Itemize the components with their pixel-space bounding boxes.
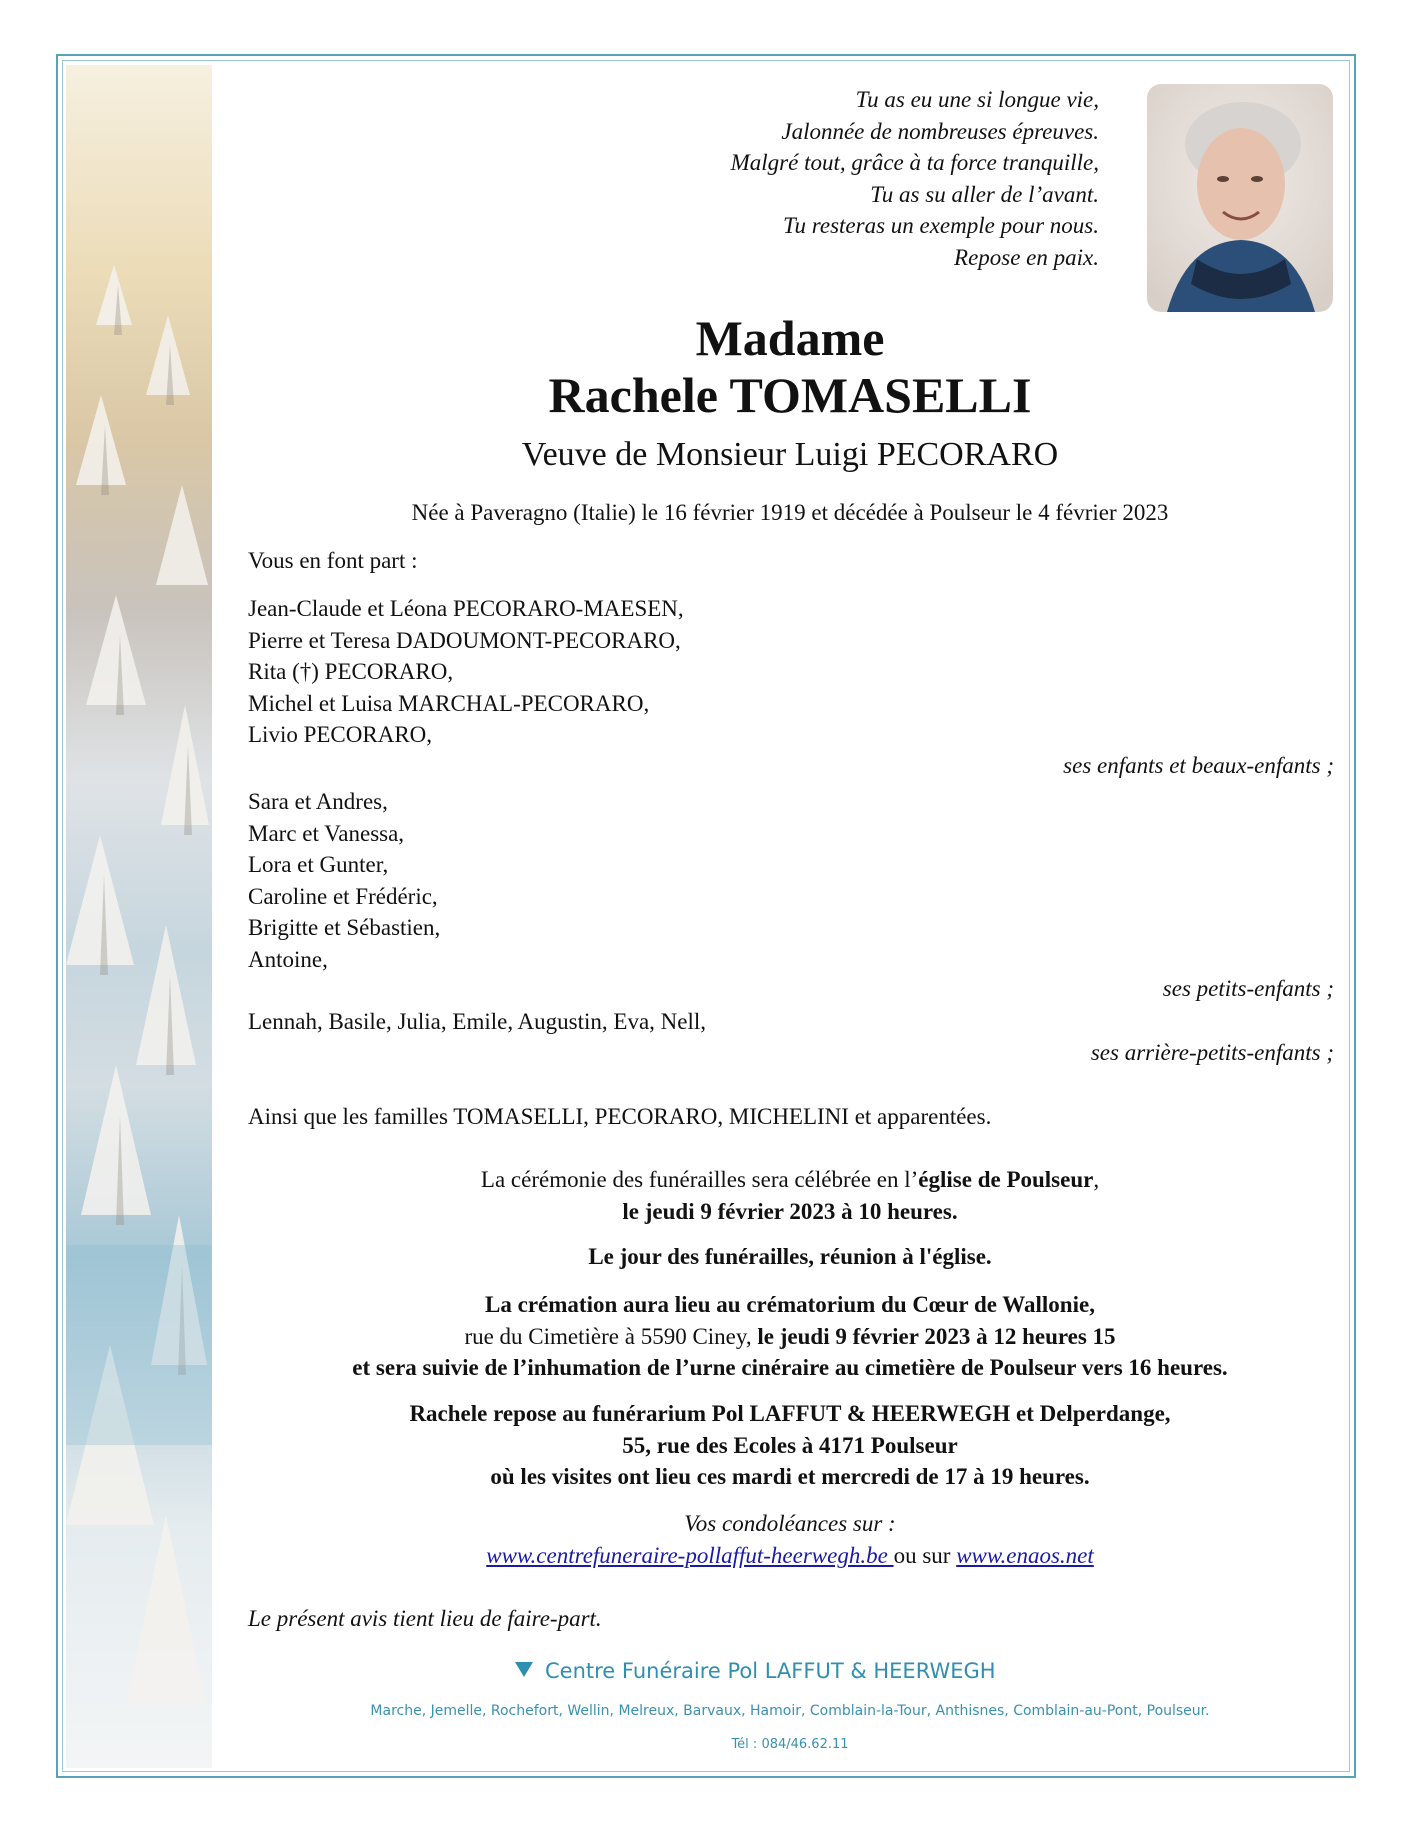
poem-line: Tu resteras un exemple pour nous. [782, 213, 1099, 238]
list-item: Pierre et Teresa DADOUMONT-PECORARO, [248, 627, 681, 653]
children-label: ses enfants et beaux-enfants ; [1063, 753, 1334, 778]
deceased-name: Rachele TOMASELLI [548, 367, 1032, 423]
list-item: Marc et Vanessa, [248, 820, 405, 846]
great-grandchildren: Lennah, Basile, Julia, Emile, Augustin, Eva, Nell, [248, 1009, 707, 1034]
poem-line: Jalonnée de nombreuses épreuves. [781, 118, 1099, 144]
children-list [248, 593, 684, 751]
condolences-label: Vos condoléances sur : [684, 1511, 896, 1536]
ceremony-date: le jeudi 9 février 2023 à 10 heures. [622, 1198, 958, 1224]
funeral-center-name [515, 1659, 996, 1683]
families-text: Ainsi que les familles TOMASELLI, PECORARO, MICHELINI et apparentées. [248, 1104, 992, 1129]
deceased-title: Madame [695, 310, 885, 366]
list-item: Rita (†) PECORARO, [248, 659, 454, 684]
rest-line: 55, rue des Ecoles à 4171 Poulseur [622, 1432, 958, 1458]
rest-line: Rachele repose au funérarium Pol LAFFUT & HEERWEGH et Delperdange, [409, 1401, 1171, 1426]
portrait-photo [1147, 84, 1333, 312]
enaos-link[interactable]: www.enaos.net [956, 1542, 1094, 1568]
great-grandchildren-label: ses arrière-petits-enfants ; [1090, 1040, 1334, 1065]
list-item: Livio PECORARO, [248, 722, 433, 747]
intro-text: Vous en font part : [248, 548, 418, 573]
church-name: église de Poulseur [918, 1167, 1094, 1192]
list-item: Antoine, [248, 946, 328, 972]
rest-block [240, 1398, 1340, 1493]
poem-line: Malgré tout, grâce à ta force tranquille, [730, 150, 1099, 175]
poem-line: Tu as eu une si longue vie, [855, 87, 1099, 112]
triangle-down-icon [515, 1662, 533, 1677]
cremation-block [240, 1289, 1340, 1384]
funeral-center-phone: Tél : 084/46.62.11 [731, 1737, 849, 1752]
meeting-text: Le jour des funérailles, réunion à l'église. [588, 1244, 992, 1269]
grandchildren-list [248, 786, 440, 975]
notice-text: Le présent avis tient lieu de faire-part. [248, 1606, 602, 1631]
poem-line: Repose en paix. [954, 244, 1099, 270]
or-text: ou sur [893, 1542, 957, 1568]
rest-line: où les visites ont lieu ces mardi et mercredi de 17 à 19 heures. [490, 1464, 1090, 1489]
cremation-address: rue du Cimetière à 5590 Ciney, [464, 1323, 758, 1349]
ceremony-block [240, 1164, 1340, 1227]
winter-forest-image [66, 65, 212, 1768]
poem [579, 84, 1099, 273]
list-item: Sara et Andres, [248, 789, 388, 814]
widow-of: Veuve de Monsieur Luigi PECORARO [521, 436, 1059, 473]
ceremony-comma: , [1093, 1167, 1100, 1192]
list-item: Michel et Luisa MARCHAL-PECORARO, [248, 690, 650, 716]
grandchildren-label: ses petits-enfants ; [1162, 976, 1334, 1001]
list-item: Lora et Gunter, [248, 852, 389, 877]
ceremony-text: La cérémonie des funérailles sera célébrée en l’ [480, 1167, 919, 1192]
condolences-block [240, 1508, 1340, 1571]
funeral-center-link[interactable]: www.centrefuneraire-pollaffut-heerwegh.be [486, 1542, 894, 1568]
cremation-date: le jeudi 9 février 2023 à 12 heures 15 [757, 1323, 1116, 1349]
list-item: Brigitte et Sébastien, [248, 915, 441, 940]
inhumation-line: et sera suivie de l’inhumation de l’urne cinéraire au cimetière de Poulseur vers 16 heures. [352, 1355, 1228, 1380]
poem-line: Tu as su aller de l’avant. [870, 181, 1099, 207]
birth-death-line: Née à Paveragno (Italie) le 16 février 1919 et décédée à Poulseur le 4 février 2023 [411, 500, 1169, 525]
cremation-line: La crémation aura lieu au crématorium du Cœur de Wallonie, [485, 1292, 1095, 1317]
list-item: Jean-Claude et Léona PECORARO-MAESEN, [248, 596, 684, 621]
funeral-center-towns: Marche, Jemelle, Rochefort, Wellin, Melreux, Barvaux, Hamoir, Comblain-la-Tour, Anthisnes, Comblain-au-Pont, Poulseur. [370, 1703, 1210, 1719]
list-item: Caroline et Frédéric, [248, 883, 438, 909]
funeral-center-label: Centre Funéraire Pol LAFFUT & HEERWEGH [545, 1659, 996, 1683]
